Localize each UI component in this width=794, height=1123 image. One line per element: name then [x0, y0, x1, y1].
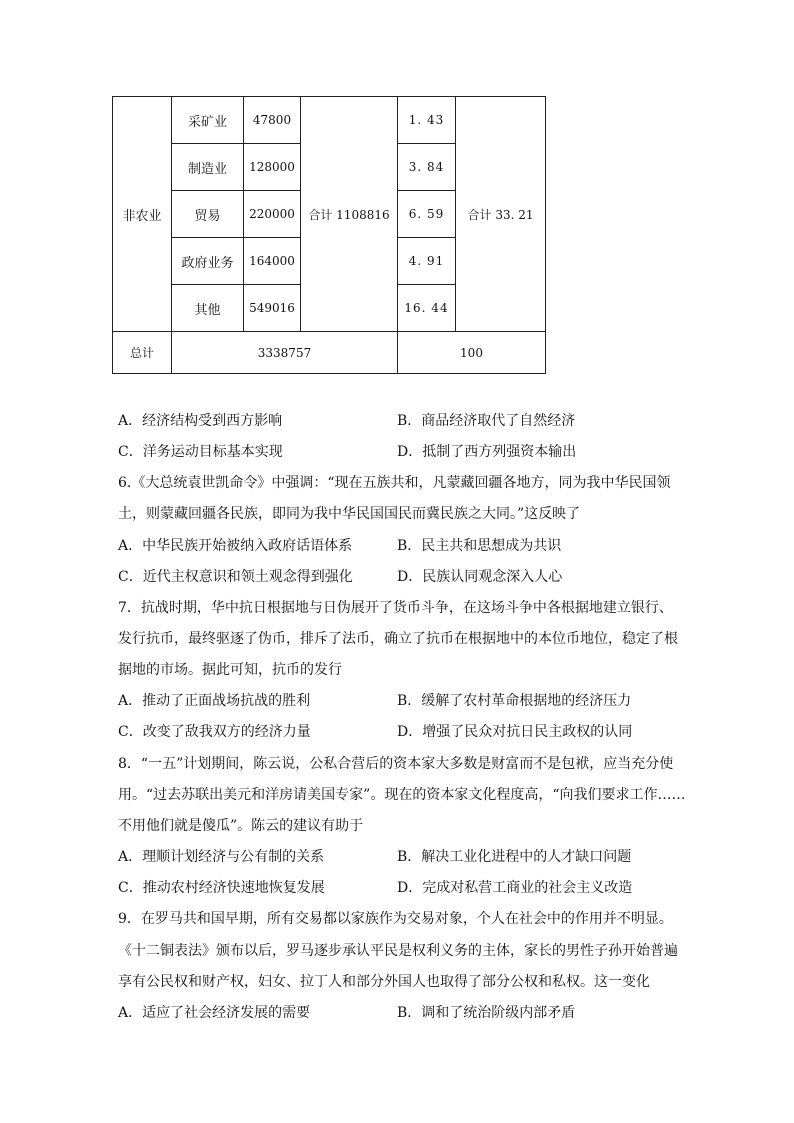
q9-stem-line: 享有公民权和财产权，妇女、拉丁人和部分外国人也取得了部分公权和私权。这一变化	[118, 974, 650, 990]
q6-stem-line: 土，则蒙藏回疆各民族，即同为我中华民国国民而冀民族之大同。”这反映了	[118, 506, 581, 522]
q5-option-a: A．经济结构受到西方影响	[118, 413, 283, 429]
row-value-cell: 47800	[244, 97, 301, 144]
total-label-cell: 总计	[113, 332, 172, 374]
q6-option-c: C．近代主权意识和领土观念得到强化	[118, 569, 353, 585]
row-pct-cell: 3. 84	[398, 144, 456, 191]
q8-option-a: A．理顺计划经济与公有制的关系	[118, 849, 325, 865]
q9-option-b: B．调和了统治阶级内部矛盾	[397, 1005, 576, 1021]
row-name-cell: 制造业	[172, 144, 244, 191]
row-pct-cell: 1. 43	[398, 97, 456, 144]
row-value-cell: 549016	[244, 285, 301, 332]
row-name-cell: 其他	[172, 285, 244, 332]
q6-stem-line: 6.《大总统袁世凯命令》中强调：“现在五族共和，凡蒙藏回疆各地方，同为我中华民国领	[118, 475, 671, 491]
subtotal-value-cell: 合计 1108816	[301, 97, 398, 332]
q8-stem-line: 不用他们就是傻瓜”。陈云的建议有助于	[118, 818, 364, 834]
row-value-cell: 164000	[244, 238, 301, 285]
q7-stem-line: 发行抗币，最终驱逐了伪币，排斥了法币，确立了抗币在根据地中的本位币地位，稳定了根	[118, 631, 678, 647]
q7-option-a: A．推动了正面战场抗战的胜利	[118, 693, 311, 709]
q8-stem-line: 8．“一五”计划期间，陈云说，公私合营后的资本家大多数是财富而不是包袱，应当充分使	[118, 756, 674, 772]
q5-option-d: D．抵制了西方列强资本输出	[397, 444, 577, 460]
sector-cell: 非农业	[113, 97, 172, 332]
total-pct-cell: 100	[398, 332, 546, 374]
q7-stem-line: 据地的市场。据此可知，抗币的发行	[118, 662, 342, 678]
q9-stem-line: 《十二铜表法》颁布以后，罗马逐步承认平民是权利义务的主体，家长的男性子孙开始普遍	[118, 943, 678, 959]
row-pct-cell: 6. 59	[398, 191, 456, 238]
total-row	[113, 332, 546, 374]
q7-stem-line: 7．抗战时期，华中抗日根据地与日伪展开了货币斗争，在这场斗争中各根据地建立银行、	[118, 600, 673, 616]
q6-option-a: A．中华民族开始被纳入政府话语体系	[118, 538, 353, 554]
row-value-cell: 128000	[244, 144, 301, 191]
row-name-cell: 采矿业	[172, 97, 244, 144]
row-value-cell: 220000	[244, 191, 301, 238]
q7-option-c: C．改变了敌我双方的经济力量	[118, 724, 311, 740]
q9-option-a: A．适应了社会经济发展的需要	[118, 1005, 311, 1021]
q6-option-d: D．民族认同观念深入人心	[397, 569, 563, 585]
row-pct-cell: 16. 44	[398, 285, 456, 332]
row-pct-cell: 4. 91	[398, 238, 456, 285]
q7-option-d: D．增强了民众对抗日民主政权的认同	[397, 724, 633, 740]
row-name-cell: 贸易	[172, 191, 244, 238]
table-row	[113, 97, 546, 144]
q7-option-b: B．缓解了农村革命根据地的经济压力	[397, 693, 632, 709]
statistics-table	[112, 96, 546, 374]
subtotal-pct-cell: 合计 33. 21	[456, 97, 546, 332]
q8-stem-line: 用。“过去苏联出美元和洋房请美国专家”。现在的资本家文化程度高，“向我们要求工作……	[118, 787, 686, 803]
q8-option-d: D．完成对私营工商业的社会主义改造	[397, 880, 633, 896]
total-value-cell: 3338757	[172, 332, 398, 374]
q5-option-b: B．商品经济取代了自然经济	[397, 413, 576, 429]
q8-option-c: C．推动农村经济快速地恢复发展	[118, 880, 325, 896]
q8-option-b: B．解决工业化进程中的人才缺口问题	[397, 849, 632, 865]
q9-stem-line: 9．在罗马共和国早期，所有交易都以家族作为交易对象，个人在社会中的作用并不明显。	[118, 911, 673, 927]
q5-option-c: C．洋务运动目标基本实现	[118, 444, 283, 460]
q6-option-b: B．民主共和思想成为共识	[397, 538, 562, 554]
row-name-cell: 政府业务	[172, 238, 244, 285]
